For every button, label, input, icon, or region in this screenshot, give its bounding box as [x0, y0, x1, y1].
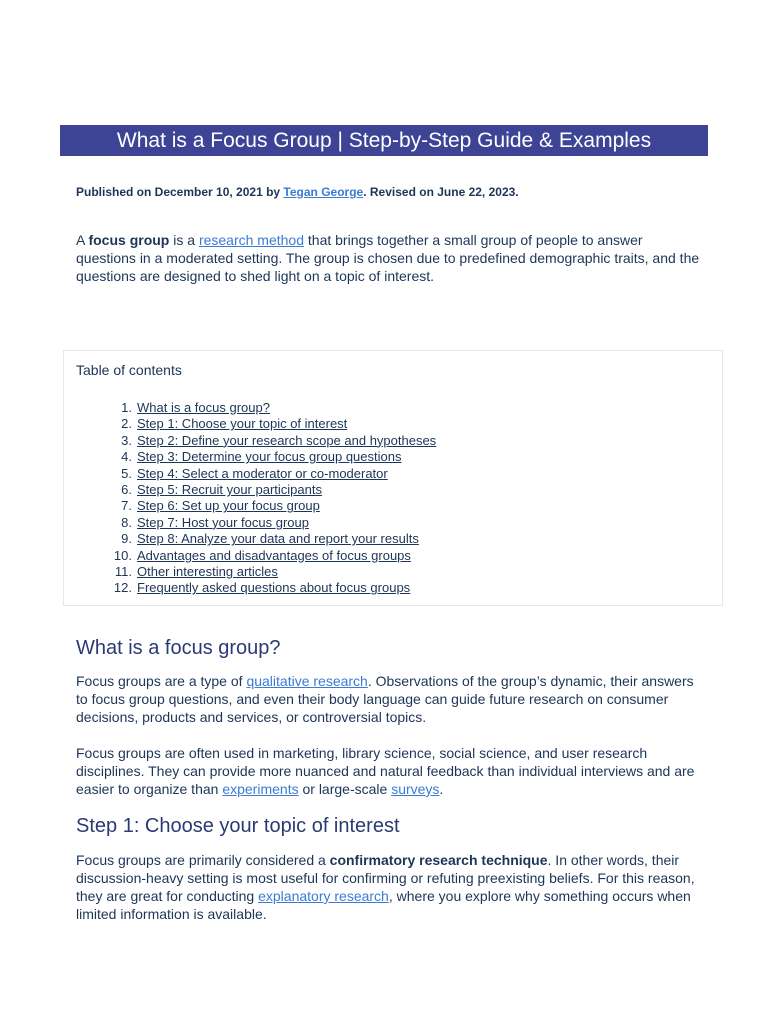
- toc-item-number: 4.: [121, 449, 132, 465]
- toc-item-number: 3.: [121, 432, 132, 448]
- section1-paragraph-2: [76, 744, 706, 798]
- paragraph-text: .: [439, 781, 444, 797]
- paragraph-text: Focus groups are primarily considered a: [76, 852, 330, 868]
- toc-item: [64, 580, 436, 596]
- intro-paragraph: [76, 231, 706, 285]
- paragraph-text: Focus groups are a type of: [76, 673, 247, 689]
- toc-item: [64, 531, 436, 547]
- toc-item-number: 6.: [121, 482, 132, 498]
- intro-text: is a: [169, 232, 199, 248]
- paragraph-text: . Observations of the group’s dynamic, their answers to focus group questions, and even their body language can guide future research on consumer decisions, products and services, or controversial topics.: [76, 673, 694, 725]
- toc-item: [64, 515, 436, 531]
- table-of-contents: [63, 350, 723, 606]
- toc-item: [64, 466, 436, 482]
- toc-item-number: 8.: [121, 514, 132, 530]
- toc-item: [64, 482, 436, 498]
- toc-item: [64, 433, 436, 449]
- byline: [76, 185, 519, 199]
- toc-link[interactable]: Step 4: Select a moderator or co-moderator: [137, 465, 388, 481]
- toc-link[interactable]: Step 2: Define your research scope and hypotheses: [137, 432, 437, 448]
- research-method-link[interactable]: research method: [198, 232, 304, 248]
- explanatory-research-link[interactable]: explanatory research: [258, 888, 389, 904]
- toc-item: [64, 400, 436, 416]
- intro-text: A: [76, 232, 89, 248]
- toc-item: [64, 416, 436, 432]
- toc-list: [64, 400, 436, 597]
- section-heading-step-1: Step 1: Choose your topic of interest: [76, 815, 400, 837]
- toc-item-number: 2.: [121, 416, 132, 432]
- toc-item-number: 12.: [113, 580, 132, 596]
- toc-link[interactable]: Step 1: Choose your topic of interest: [137, 416, 348, 432]
- paragraph-text: . In other words, their discussion-heavy setting is most useful for confirming or refuting preexisting beliefs. For this reason, they are great for conducting: [76, 852, 695, 904]
- toc-item: [64, 564, 436, 580]
- toc-link[interactable]: Advantages and disadvantages of focus groups: [137, 547, 411, 563]
- toc-item-number: 11.: [114, 564, 132, 580]
- toc-link[interactable]: Step 6: Set up your focus group: [137, 498, 320, 514]
- toc-item: [64, 498, 436, 514]
- toc-link[interactable]: Step 3: Determine your focus group questions: [137, 449, 402, 465]
- toc-item-number: 9.: [121, 531, 132, 547]
- toc-link[interactable]: What is a focus group?: [137, 400, 270, 415]
- toc-link[interactable]: Other interesting articles: [137, 564, 278, 580]
- toc-link[interactable]: Step 8: Analyze your data and report your results: [137, 531, 419, 547]
- toc-item-number: 10.: [113, 547, 132, 563]
- page-title: What is a Focus Group | Step-by-Step Guide & Examples: [60, 125, 708, 156]
- paragraph-text: or large-scale: [298, 781, 392, 797]
- toc-item-number: 5.: [121, 465, 132, 481]
- toc-link[interactable]: Step 5: Recruit your participants: [137, 482, 322, 498]
- toc-title: Table of contents: [76, 362, 182, 378]
- paragraph-text: , where you explore why something occurs when limited information is available.: [76, 888, 691, 922]
- experiments-link[interactable]: experiments: [222, 781, 299, 797]
- intro-text: that brings together a small group of people to answer questions in a moderated setting. The group is chosen due to predefined demographic traits, and the questions are designed to shed light on a topic of interest.: [76, 232, 700, 284]
- toc-item-number: 1.: [121, 400, 132, 415]
- toc-link[interactable]: Frequently asked questions about focus groups: [137, 580, 411, 596]
- toc-item: [64, 449, 436, 465]
- toc-item-number: 7.: [121, 498, 132, 514]
- section1-paragraph-1: [76, 672, 706, 726]
- toc-item: [64, 548, 436, 564]
- author-link[interactable]: Tegan George: [283, 185, 364, 199]
- section2-paragraph-1: [76, 851, 706, 923]
- paragraph-text: Focus groups are often used in marketing, library science, social science, and user research disciplines. They can provide more nuanced and natural feedback than individual interviews and are easier to organize than: [76, 745, 695, 797]
- intro-term: focus group: [88, 232, 170, 248]
- revised-date: . Revised on June 22, 2023.: [363, 185, 519, 199]
- confirmatory-term: confirmatory research technique: [329, 852, 548, 868]
- toc-link[interactable]: Step 7: Host your focus group: [137, 514, 309, 530]
- section-heading-what-is: What is a focus group?: [76, 637, 281, 659]
- qualitative-research-link[interactable]: qualitative research: [246, 673, 368, 689]
- published-date: Published on December 10, 2021 by: [76, 185, 284, 199]
- surveys-link[interactable]: surveys: [391, 781, 440, 797]
